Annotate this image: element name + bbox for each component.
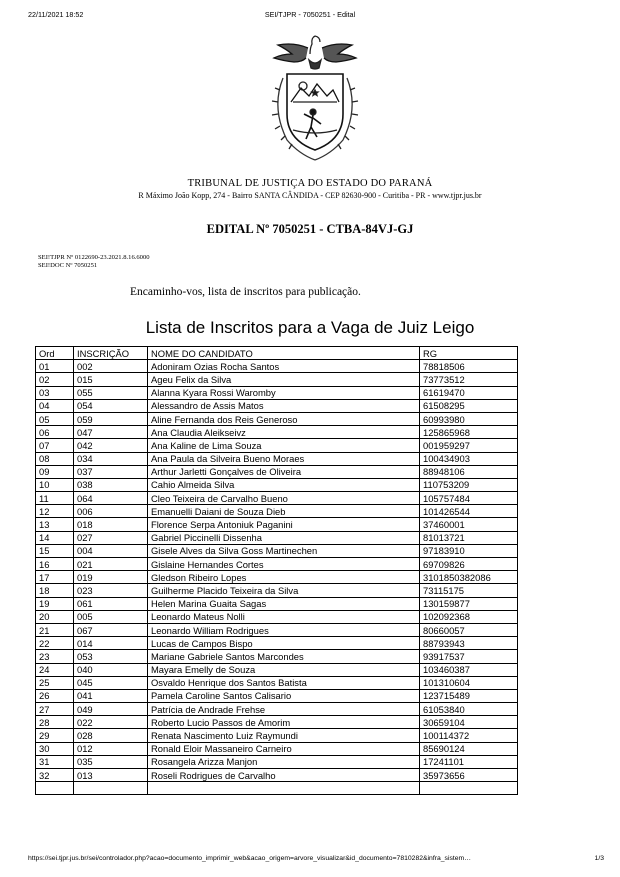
cell-nome	[148, 782, 420, 795]
table-row	[36, 505, 518, 518]
cell-rg: 85690124	[420, 742, 518, 755]
cell-ord: 18	[36, 584, 74, 597]
process-number: SEI!TJPR Nº 0122690-23.2021.8.16.6000	[38, 254, 150, 261]
cell-rg: 3101850382086	[420, 571, 518, 584]
cell-nome: Gledson Ribeiro Lopes	[148, 571, 420, 584]
court-header	[0, 178, 620, 200]
cell-nome: Ana Kaline de Lima Souza	[148, 439, 420, 452]
cell-rg: 61508295	[420, 399, 518, 412]
cell-inscricao: 005	[74, 610, 148, 623]
cell-rg: 105757484	[420, 492, 518, 505]
document-references	[38, 254, 150, 270]
header-nome: NOME DO CANDIDATO	[148, 347, 420, 360]
cell-inscricao: 023	[74, 584, 148, 597]
cell-inscricao: 034	[74, 452, 148, 465]
cell-ord: 21	[36, 623, 74, 636]
cell-nome: Ana Paula da Silveira Bueno Moraes	[148, 452, 420, 465]
table-row	[36, 518, 518, 531]
table-row	[36, 637, 518, 650]
cell-inscricao: 045	[74, 676, 148, 689]
cell-ord: 11	[36, 492, 74, 505]
cell-nome: Ronald Eloir Massaneiro Carneiro	[148, 742, 420, 755]
cell-rg: 110753209	[420, 478, 518, 491]
cell-ord: 26	[36, 689, 74, 702]
cell-inscricao: 013	[74, 769, 148, 782]
cell-nome: Alanna Kyara Rossi Waromby	[148, 386, 420, 399]
cell-ord: 32	[36, 769, 74, 782]
cell-rg: 73773512	[420, 373, 518, 386]
cell-rg: 123715489	[420, 689, 518, 702]
table-row	[36, 478, 518, 491]
table-row	[36, 399, 518, 412]
cell-rg: 102092368	[420, 610, 518, 623]
cell-nome: Lucas de Campos Bispo	[148, 637, 420, 650]
cell-rg: 69709826	[420, 558, 518, 571]
cell-ord: 06	[36, 426, 74, 439]
list-title: Lista de Inscritos para a Vaga de Juiz Leigo	[145, 318, 475, 337]
cell-rg: 61619470	[420, 386, 518, 399]
cell-nome: Patrícia de Andrade Frehse	[148, 703, 420, 716]
table-row	[36, 703, 518, 716]
cell-nome: Osvaldo Henrique dos Santos Batista	[148, 676, 420, 689]
cell-inscricao: 006	[74, 505, 148, 518]
footer-url: https://sei.tjpr.jus.br/sei/controlador.php?acao=documento_imprimir_web&acao_origem=arvore_visualizar&id_documento=7810282&infra_sistem…	[28, 855, 471, 862]
cell-ord: 30	[36, 742, 74, 755]
cell-nome: Gabriel Piccinelli Dissenha	[148, 531, 420, 544]
cell-inscricao: 054	[74, 399, 148, 412]
table-row	[36, 373, 518, 386]
cell-nome: Florence Serpa Antoniuk Paganini	[148, 518, 420, 531]
cell-nome: Ana Claudia Aleikseivz	[148, 426, 420, 439]
cell-rg: 37460001	[420, 518, 518, 531]
cell-inscricao: 064	[74, 492, 148, 505]
table-row	[36, 412, 518, 425]
cell-rg: 101426544	[420, 505, 518, 518]
cell-inscricao: 028	[74, 729, 148, 742]
cell-inscricao: 022	[74, 716, 148, 729]
table-row	[36, 716, 518, 729]
cell-rg: 61053840	[420, 703, 518, 716]
cell-nome: Mariane Gabriele Santos Marcondes	[148, 650, 420, 663]
cell-nome: Cleo Teixeira de Carvalho Bueno	[148, 492, 420, 505]
table-row	[36, 729, 518, 742]
cell-inscricao: 055	[74, 386, 148, 399]
cell-inscricao: 038	[74, 478, 148, 491]
table-row	[36, 426, 518, 439]
table-row	[36, 769, 518, 782]
cell-inscricao: 015	[74, 373, 148, 386]
cell-inscricao: 047	[74, 426, 148, 439]
header-inscricao: INSCRIÇÃO	[74, 347, 148, 360]
cell-rg: 80660057	[420, 623, 518, 636]
cell-ord: 08	[36, 452, 74, 465]
cell-ord: 25	[36, 676, 74, 689]
table-row	[36, 452, 518, 465]
table-row	[36, 492, 518, 505]
print-page-title: SEI/TJPR - 7050251 - Edital	[264, 10, 356, 19]
cell-ord: 20	[36, 610, 74, 623]
footer-page-number: 1/3	[594, 855, 604, 862]
cell-rg	[420, 782, 518, 795]
cell-rg: 73115175	[420, 584, 518, 597]
cell-nome: Leonardo William Rodrigues	[148, 623, 420, 636]
cell-ord: 24	[36, 663, 74, 676]
cell-inscricao: 002	[74, 360, 148, 373]
cell-inscricao: 037	[74, 465, 148, 478]
cell-ord: 23	[36, 650, 74, 663]
table-body	[36, 360, 518, 795]
cell-inscricao: 012	[74, 742, 148, 755]
cell-ord: 31	[36, 755, 74, 768]
cell-ord: 15	[36, 544, 74, 557]
cell-inscricao: 021	[74, 558, 148, 571]
cell-nome: Guilherme Placido Teixeira da Silva	[148, 584, 420, 597]
table-row	[36, 663, 518, 676]
cell-ord: 28	[36, 716, 74, 729]
cell-rg: 60993980	[420, 412, 518, 425]
cell-ord: 29	[36, 729, 74, 742]
cell-ord: 10	[36, 478, 74, 491]
cell-rg: 130159877	[420, 597, 518, 610]
cell-rg: 81013721	[420, 531, 518, 544]
print-datetime: 22/11/2021 18:52	[28, 10, 84, 19]
cell-ord	[36, 782, 74, 795]
cell-ord: 12	[36, 505, 74, 518]
cell-ord: 03	[36, 386, 74, 399]
cell-nome: Gisele Alves da Silva Goss Martinechen	[148, 544, 420, 557]
table-row	[36, 623, 518, 636]
cell-inscricao: 014	[74, 637, 148, 650]
cell-inscricao: 049	[74, 703, 148, 716]
cell-nome: Ageu Felix da Silva	[148, 373, 420, 386]
cell-inscricao: 067	[74, 623, 148, 636]
cell-ord: 22	[36, 637, 74, 650]
table-row	[36, 782, 518, 795]
cell-nome: Emanuelli Daiani de Souza Dieb	[148, 505, 420, 518]
cell-ord: 27	[36, 703, 74, 716]
cell-rg: 30659104	[420, 716, 518, 729]
cell-nome: Renata Nascimento Luiz Raymundi	[148, 729, 420, 742]
edital-title: EDITAL Nº 7050251 - CTBA-84VJ-GJ	[206, 222, 414, 236]
cell-ord: 01	[36, 360, 74, 373]
table-row	[36, 571, 518, 584]
table-row	[36, 597, 518, 610]
parana-coat-of-arms	[263, 30, 367, 170]
cell-rg: 103460387	[420, 663, 518, 676]
cell-rg: 88948106	[420, 465, 518, 478]
table-row	[36, 531, 518, 544]
table-row	[36, 544, 518, 557]
cell-rg: 001959297	[420, 439, 518, 452]
table-row	[36, 439, 518, 452]
table-row	[36, 755, 518, 768]
print-header	[28, 10, 592, 20]
table-row	[36, 676, 518, 689]
table-row	[36, 584, 518, 597]
table-header-row	[36, 347, 518, 360]
cell-nome: Helen Marina Guaita Sagas	[148, 597, 420, 610]
cell-nome: Rosangela Arizza Manjon	[148, 755, 420, 768]
cell-nome: Roseli Rodrigues de Carvalho	[148, 769, 420, 782]
cell-nome: Leonardo Mateus Nolli	[148, 610, 420, 623]
table-row	[36, 386, 518, 399]
cell-rg: 100434903	[420, 452, 518, 465]
cell-inscricao: 053	[74, 650, 148, 663]
table-row	[36, 465, 518, 478]
cell-nome: Alessandro de Assis Matos	[148, 399, 420, 412]
cell-rg: 101310604	[420, 676, 518, 689]
cell-inscricao: 004	[74, 544, 148, 557]
court-address: R Máximo João Kopp, 274 - Bairro SANTA CÂNDIDA - CEP 82630-900 - Curitiba - PR - www.tjpr.jus.br	[138, 191, 482, 200]
cell-ord: 13	[36, 518, 74, 531]
cell-nome: Aline Fernanda dos Reis Generoso	[148, 412, 420, 425]
cell-inscricao: 061	[74, 597, 148, 610]
cell-rg: 125865968	[420, 426, 518, 439]
cell-inscricao: 019	[74, 571, 148, 584]
cell-ord: 16	[36, 558, 74, 571]
table-row	[36, 360, 518, 373]
cell-rg: 78818506	[420, 360, 518, 373]
doc-number: SEI!DOC Nº 7050251	[38, 262, 98, 269]
cell-rg: 88793943	[420, 637, 518, 650]
header-ord: Ord	[36, 347, 74, 360]
cell-ord: 07	[36, 439, 74, 452]
cell-nome: Gislaine Hernandes Cortes	[148, 558, 420, 571]
cell-inscricao: 041	[74, 689, 148, 702]
table-row	[36, 650, 518, 663]
cell-ord: 02	[36, 373, 74, 386]
cell-rg: 35973656	[420, 769, 518, 782]
cell-ord: 14	[36, 531, 74, 544]
cell-rg: 97183910	[420, 544, 518, 557]
cell-nome: Roberto Lucio Passos de Amorim	[148, 716, 420, 729]
table-row	[36, 689, 518, 702]
cell-ord: 05	[36, 412, 74, 425]
cell-ord: 04	[36, 399, 74, 412]
cell-nome: Arthur Jarletti Gonçalves de Oliveira	[148, 465, 420, 478]
cell-nome: Mayara Emelly de Souza	[148, 663, 420, 676]
cell-nome: Adoniram Ozias Rocha Santos	[148, 360, 420, 373]
intro-text: Encaminho-vos, lista de inscritos para publicação.	[130, 286, 361, 298]
cell-rg: 93917537	[420, 650, 518, 663]
cell-inscricao: 040	[74, 663, 148, 676]
table-row	[36, 610, 518, 623]
court-name: TRIBUNAL DE JUSTIÇA DO ESTADO DO PARANÁ	[187, 178, 433, 189]
cell-nome: Pamela Caroline Santos Calisario	[148, 689, 420, 702]
cell-ord: 09	[36, 465, 74, 478]
table-row	[36, 558, 518, 571]
cell-inscricao: 059	[74, 412, 148, 425]
header-rg: RG	[420, 347, 518, 360]
cell-nome: Cahio Almeida Silva	[148, 478, 420, 491]
cell-inscricao: 042	[74, 439, 148, 452]
cell-ord: 19	[36, 597, 74, 610]
cell-inscricao: 018	[74, 518, 148, 531]
cell-rg: 17241101	[420, 755, 518, 768]
cell-inscricao	[74, 782, 148, 795]
cell-inscricao: 035	[74, 755, 148, 768]
candidates-table	[35, 346, 518, 795]
cell-inscricao: 027	[74, 531, 148, 544]
cell-ord: 17	[36, 571, 74, 584]
table-row	[36, 742, 518, 755]
cell-rg: 100114372	[420, 729, 518, 742]
